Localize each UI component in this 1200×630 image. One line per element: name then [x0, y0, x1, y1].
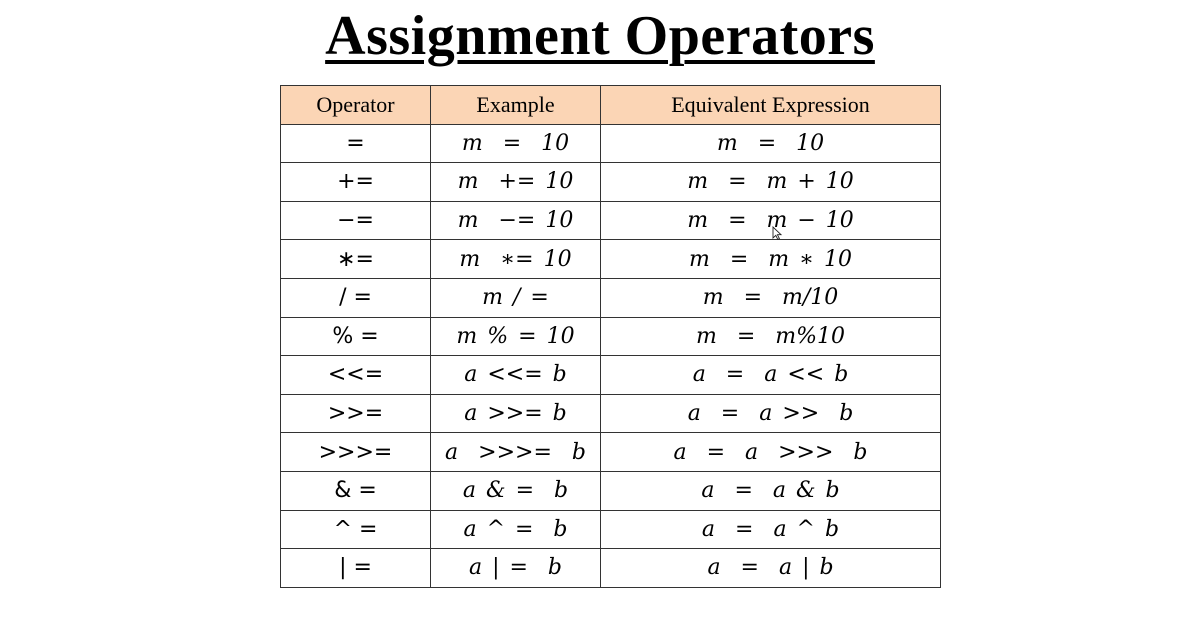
operator-cell: % = [281, 317, 431, 356]
example-cell: a ^ = b [431, 510, 601, 549]
equivalent-cell: m = m/10 [601, 278, 941, 317]
equivalent-cell: m = m%10 [601, 317, 941, 356]
equivalent-cell: a = a >>> b [601, 433, 941, 472]
column-header-operator: Operator [281, 86, 431, 125]
example-cell: m / = [431, 278, 601, 317]
equivalent-cell: m = m + 10 [601, 163, 941, 202]
equivalent-cell: a = a & b [601, 471, 941, 510]
table-row [281, 317, 941, 356]
example-cell: a >>= b [431, 394, 601, 433]
equivalent-cell: a = a | b [601, 549, 941, 588]
page-title: Assignment Operators [325, 5, 875, 67]
operator-cell: += [281, 163, 431, 202]
operator-cell: & = [281, 471, 431, 510]
equivalent-cell: m = m ∗ 10 [601, 240, 941, 279]
operator-cell: ∗= [281, 240, 431, 279]
example-cell: a >>>= b [431, 433, 601, 472]
equivalent-cell: m = m − 10 [601, 201, 941, 240]
operator-cell: >>= [281, 394, 431, 433]
equivalent-cell: a = a << b [601, 356, 941, 395]
operators-table [280, 85, 941, 588]
equivalent-cell: a = a >> b [601, 394, 941, 433]
example-cell: m −= 10 [431, 201, 601, 240]
example-cell: m = 10 [431, 124, 601, 163]
table-row [281, 510, 941, 549]
example-cell: m ∗= 10 [431, 240, 601, 279]
operator-cell: | = [281, 549, 431, 588]
example-cell: a <<= b [431, 356, 601, 395]
table-row [281, 394, 941, 433]
column-header-example: Example [431, 86, 601, 125]
table-row [281, 278, 941, 317]
table-row [281, 356, 941, 395]
table-row [281, 163, 941, 202]
operator-cell: <<= [281, 356, 431, 395]
operator-cell: ^ = [281, 510, 431, 549]
column-header-equivalent: Equivalent Expression [601, 86, 941, 125]
table-header-row [281, 86, 941, 125]
operator-cell: / = [281, 278, 431, 317]
table-row [281, 124, 941, 163]
equivalent-cell: m = 10 [601, 124, 941, 163]
example-cell: m += 10 [431, 163, 601, 202]
operator-cell: >>>= [281, 433, 431, 472]
table-row [281, 549, 941, 588]
table-row [281, 433, 941, 472]
table-row [281, 240, 941, 279]
example-cell: a & = b [431, 471, 601, 510]
example-cell: m % = 10 [431, 317, 601, 356]
example-cell: a | = b [431, 549, 601, 588]
mouse-cursor-icon [772, 226, 782, 240]
operator-cell: −= [281, 201, 431, 240]
table-row [281, 471, 941, 510]
equivalent-cell: a = a ^ b [601, 510, 941, 549]
table-row [281, 201, 941, 240]
operator-cell: = [281, 124, 431, 163]
